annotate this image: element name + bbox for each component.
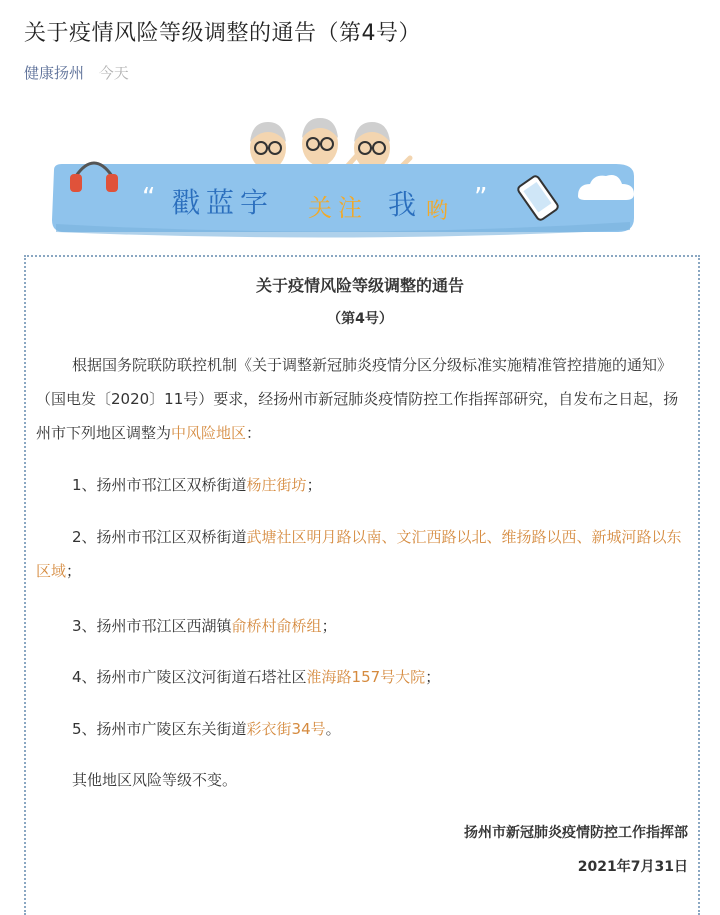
signature-date: 2021年7月31日 [577, 859, 688, 875]
article-meta [24, 62, 129, 83]
publish-date: 今天 [98, 64, 129, 82]
notice-heading: 关于疫情风险等级调整的通告 [255, 276, 464, 295]
list-item: 5、扬州市广陵区东关街道彩衣街34号。 [72, 720, 341, 738]
area-highlight: 彩衣街34号 [246, 720, 326, 738]
risk-level-highlight: 中风险地区 [171, 424, 247, 442]
author-link[interactable]: 健康扬州 [24, 64, 85, 82]
signature-organization: 扬州市新冠肺炎疫情防控工作指挥部 [464, 825, 688, 841]
list-item: 4、扬州市广陵区汶河街道石塔社区淮海路157号大院； [72, 668, 441, 686]
follow-banner-image [46, 108, 646, 248]
banner-text-part2: 关注 [308, 194, 368, 222]
banner-text-part1: 戳蓝字 [172, 186, 275, 219]
banner-open-quote: “ [142, 183, 156, 213]
area-highlight: 武塘社区明月路以南、文汇西路以北、维扬路以西、新城河路以东区域 [36, 528, 682, 580]
list-item: 1、扬州市邗江区双桥街道杨庄街坊； [72, 476, 322, 494]
list-item: 2、扬州市邗江区双桥街道武塘社区明月路以南、文汇西路以北、维扬路以西、新城河路以东区域； [36, 528, 682, 580]
banner-text-part3: 我 [388, 188, 417, 221]
notice-intro-paragraph: 根据国务院联防联控机制《关于调整新冠肺炎疫情分区分级标准实施精准管控措施的通知》（国电发〔2020〕11号）要求，经扬州市新冠肺炎疫情防控工作指挥部研究，自发布之日起，扬州市下列地区调整为中风险地区： [36, 356, 679, 442]
banner-text-part4: 哟 [426, 199, 449, 224]
area-highlight: 俞桥村俞桥组 [231, 617, 322, 635]
area-highlight: 杨庄街坊 [246, 476, 307, 494]
article-title: 关于疫情风险等级调整的通告（第4号） [24, 21, 421, 46]
notice-number: （第4号） [327, 311, 393, 327]
closing-statement: 其他地区风险等级不变。 [72, 771, 238, 789]
list-item: 3、扬州市邗江区西湖镇俞桥村俞桥组； [72, 617, 337, 635]
banner-close-quote: ” [474, 183, 488, 213]
area-highlight: 淮海路157号大院 [306, 668, 426, 686]
